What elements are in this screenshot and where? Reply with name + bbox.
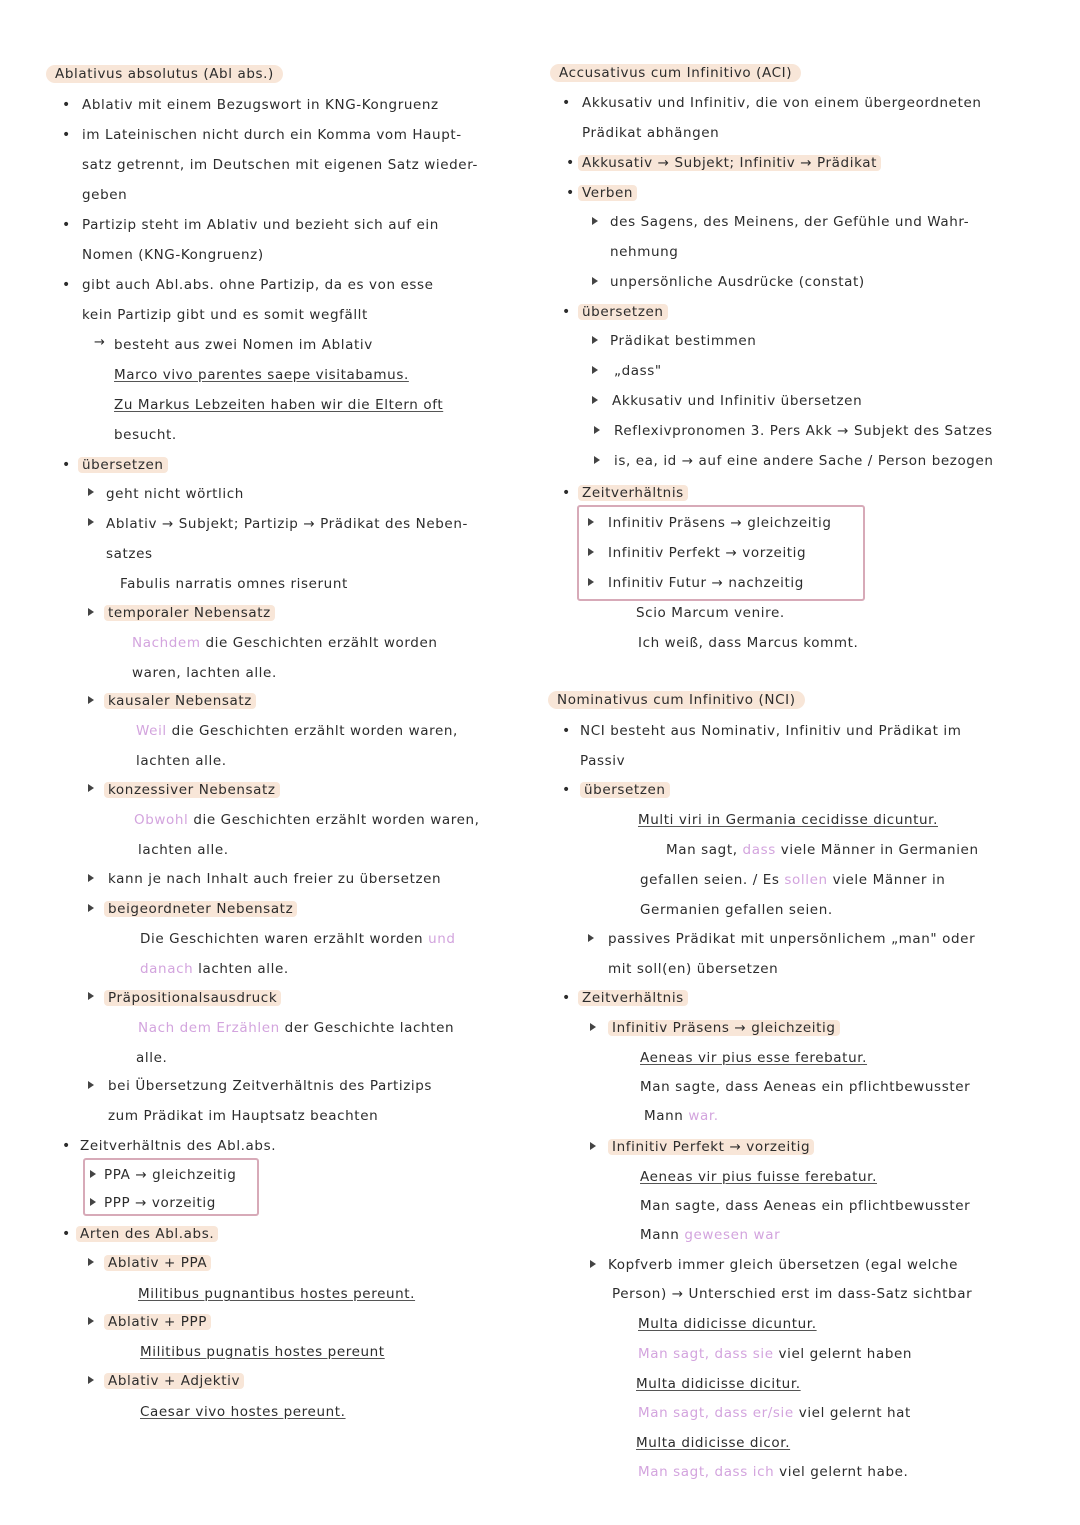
subheading: übersetzen <box>580 781 670 799</box>
note-line: Infinitiv Perfekt → vorzeitig <box>608 545 807 561</box>
triangle-bullet-icon <box>592 366 598 374</box>
triangle-bullet-icon <box>592 217 598 225</box>
triangle-bullet-icon <box>588 518 594 526</box>
example-line: Weil die Geschichten erzählt worden waren, <box>136 723 458 739</box>
note-line: mit soll(en) übersetzen <box>608 961 779 977</box>
bullet-icon: • <box>62 127 71 143</box>
triangle-bullet-icon <box>88 488 94 496</box>
triangle-bullet-icon <box>88 518 94 526</box>
note-line: kann je nach Inhalt auch freier zu übersetzen <box>108 871 442 887</box>
latin-example: Militibus pugnatis hostes pereunt <box>140 1344 385 1360</box>
note-line: gibt auch Abl.abs. ohne Partizip, da es von esse <box>82 277 434 293</box>
example-line: Obwohl die Geschichten erzählt worden waren, <box>134 812 480 828</box>
note-line: im Lateinischen nicht durch ein Komma vom Haupt- <box>82 127 462 143</box>
example-line: Man sagt, dass sie viel gelernt haben <box>638 1346 913 1362</box>
note-line: is, ea, id → auf eine andere Sache / Person bezogen <box>614 453 994 469</box>
latin-example: Multi viri in Germania cecidisse dicuntur. <box>638 812 938 828</box>
note-line: „dass" <box>614 363 662 379</box>
section-title-nci: Nominativus cum Infinitivo (NCI) <box>548 691 805 709</box>
bullet-icon: • <box>566 155 575 171</box>
subheading: konzessiver Nebensatz <box>104 781 280 799</box>
example-line: Man sagt, dass er/sie viel gelernt hat <box>638 1405 911 1421</box>
latin-example: Aeneas vir pius esse ferebatur. <box>640 1050 868 1066</box>
example-line: Man sagt, dass viele Männer in Germanien <box>666 842 979 858</box>
triangle-bullet-icon <box>592 277 598 285</box>
bullet-icon: • <box>62 1226 71 1242</box>
subheading: Verben <box>578 184 637 202</box>
triangle-bullet-icon <box>88 1081 94 1089</box>
triangle-bullet-icon <box>88 1258 94 1266</box>
latin-example: Fabulis narratis omnes riserunt <box>120 576 348 592</box>
note-line: lachten alle. <box>138 842 229 858</box>
triangle-bullet-icon <box>590 1023 596 1031</box>
note-line: NCI besteht aus Nominativ, Infinitiv und Prädikat im <box>580 723 962 739</box>
subheading: Infinitiv Perfekt → vorzeitig <box>608 1138 814 1156</box>
note-line: satzes <box>106 546 153 562</box>
note-line: Kopfverb immer gleich übersetzen (egal welche <box>608 1257 959 1273</box>
example-line: Man sagt, dass ich viel gelernt habe. <box>638 1464 909 1480</box>
triangle-bullet-icon <box>594 426 600 434</box>
example-line: Mann gewesen war <box>640 1227 781 1243</box>
note-line: Ablativ → Subjekt; Partizip → Prädikat des Neben- <box>106 516 468 532</box>
bullet-icon: • <box>62 457 71 473</box>
example-line: Die Geschichten waren erzählt worden und <box>140 931 456 947</box>
subheading: Ablativ + Adjektiv <box>104 1372 244 1390</box>
subheading-uebersetzen: übersetzen <box>78 456 168 474</box>
arrow-right-icon: → <box>94 335 105 350</box>
note-line: Akkusativ → Subjekt; Infinitiv → Prädikat <box>578 154 881 172</box>
bullet-icon: • <box>62 217 71 233</box>
subheading: Zeitverhältnis <box>578 484 688 502</box>
triangle-bullet-icon <box>88 696 94 704</box>
note-line: Akkusativ und Infinitiv übersetzen <box>612 393 863 409</box>
note-line: unpersönliche Ausdrücke (constat) <box>610 274 865 290</box>
note-line: nehmung <box>610 244 679 260</box>
note-line: Zeitverhältnis des Abl.abs. <box>80 1138 277 1154</box>
note-line: Prädikat abhängen <box>582 125 720 141</box>
note-line: passives Prädikat mit unpersönlichem „man" oder <box>608 931 976 947</box>
subheading: Infinitiv Präsens → gleichzeitig <box>608 1019 840 1037</box>
section-title-aci: Accusativus cum Infinitivo (ACI) <box>550 64 801 82</box>
example-line: Nach dem Erzählen der Geschichte lachten <box>138 1020 455 1036</box>
note-line: besteht aus zwei Nomen im Ablativ <box>114 337 373 353</box>
note-line: des Sagens, des Meinens, der Gefühle und Wahr- <box>610 214 970 230</box>
note-line: geben <box>82 187 128 203</box>
triangle-bullet-icon <box>88 608 94 616</box>
triangle-bullet-icon <box>88 904 94 912</box>
note-line: Germanien gefallen seien. <box>640 902 833 918</box>
note-line: Ablativ mit einem Bezugswort in KNG-Kongruenz <box>82 97 439 113</box>
triangle-bullet-icon <box>588 578 594 586</box>
section-title-abl-abs: Ablativus absolutus (Abl abs.) <box>46 65 283 83</box>
note-line: Infinitiv Präsens → gleichzeitig <box>608 515 832 531</box>
note-line: kein Partizip gibt und es somit wegfällt <box>82 307 368 323</box>
latin-example: Multa didicisse dicuntur. <box>638 1316 817 1332</box>
triangle-bullet-icon <box>88 874 94 882</box>
triangle-bullet-icon <box>594 456 600 464</box>
note-line: PPP → vorzeitig <box>104 1195 216 1211</box>
translation-example: Zu Markus Lebzeiten haben wir die Eltern oft <box>114 397 444 413</box>
subheading: beigeordneter Nebensatz <box>104 900 297 918</box>
triangle-bullet-icon <box>590 1142 596 1150</box>
example-line: Mann war. <box>644 1108 719 1124</box>
subheading: temporaler Nebensatz <box>104 604 275 622</box>
subheading: Ablativ + PPP <box>104 1313 211 1331</box>
note-line: Man sagte, dass Aeneas ein pflichtbewusster <box>640 1079 971 1095</box>
triangle-bullet-icon <box>88 1317 94 1325</box>
latin-example: Scio Marcum venire. <box>636 605 785 621</box>
triangle-bullet-icon <box>592 396 598 404</box>
note-line: besucht. <box>114 427 177 443</box>
subheading: Ablativ + PPA <box>104 1254 211 1272</box>
bullet-icon: • <box>566 185 575 201</box>
latin-example: Marco vivo parentes saepe visitabamus. <box>114 367 409 383</box>
note-line: Prädikat bestimmen <box>610 333 757 349</box>
latin-example: Aeneas vir pius fuisse ferebatur. <box>640 1169 877 1185</box>
subheading: kausaler Nebensatz <box>104 692 256 710</box>
triangle-bullet-icon <box>588 548 594 556</box>
triangle-bullet-icon <box>588 934 594 942</box>
note-line: Akkusativ und Infinitiv, die von einem übergeordneten <box>582 95 982 111</box>
subheading: übersetzen <box>578 303 668 321</box>
triangle-bullet-icon <box>88 1376 94 1384</box>
example-line: gefallen seien. / Es sollen viele Männer in <box>640 872 946 888</box>
note-line: bei Übersetzung Zeitverhältnis des Partizips <box>108 1078 433 1094</box>
note-line: Man sagte, dass Aeneas ein pflichtbewusster <box>640 1198 971 1214</box>
note-line: Reflexivpronomen 3. Pers Akk → Subjekt des Satzes <box>614 423 993 439</box>
subheading: Zeitverhältnis <box>578 989 688 1007</box>
latin-example: Caesar vivo hostes pereunt. <box>140 1404 346 1420</box>
note-line: zum Prädikat im Hauptsatz beachten <box>108 1108 379 1124</box>
note-line: Passiv <box>580 753 626 769</box>
example-line: Nachdem die Geschichten erzählt worden <box>132 635 438 651</box>
note-line: Person) → Unterschied erst im dass-Satz sichtbar <box>612 1286 973 1302</box>
latin-example: Multa didicisse dicitur. <box>636 1376 801 1392</box>
note-line: Infinitiv Futur → nachzeitig <box>608 575 804 591</box>
triangle-bullet-icon <box>90 1198 96 1206</box>
triangle-bullet-icon <box>88 992 94 1000</box>
note-line: Nomen (KNG-Kongruenz) <box>82 247 264 263</box>
example-line: danach lachten alle. <box>140 961 289 977</box>
note-line: waren, lachten alle. <box>132 665 277 681</box>
subheading: Präpositionalsausdruck <box>104 989 281 1007</box>
bullet-icon: • <box>62 1138 71 1154</box>
translation-example: Ich weiß, dass Marcus kommt. <box>638 635 859 651</box>
bullet-icon: • <box>562 782 571 798</box>
note-line: geht nicht wörtlich <box>106 486 244 502</box>
bullet-icon: • <box>562 723 571 739</box>
bullet-icon: • <box>62 97 71 113</box>
subheading: Arten des Abl.abs. <box>76 1225 218 1243</box>
latin-example: Multa didicisse dicor. <box>636 1435 791 1451</box>
bullet-icon: • <box>562 990 571 1006</box>
note-line: alle. <box>136 1050 168 1066</box>
bullet-icon: • <box>562 304 571 320</box>
triangle-bullet-icon <box>590 1260 596 1268</box>
note-line: satz getrennt, im Deutschen mit eigenen Satz wieder- <box>82 157 478 173</box>
triangle-bullet-icon <box>90 1170 96 1178</box>
triangle-bullet-icon <box>88 784 94 792</box>
bullet-icon: • <box>562 485 571 501</box>
note-line: lachten alle. <box>136 753 227 769</box>
bullet-icon: • <box>62 277 71 293</box>
triangle-bullet-icon <box>592 336 598 344</box>
latin-example: Militibus pugnantibus hostes pereunt. <box>138 1286 416 1302</box>
note-line: PPA → gleichzeitig <box>104 1167 237 1183</box>
bullet-icon: • <box>562 95 571 111</box>
note-line: Partizip steht im Ablativ und bezieht sich auf ein <box>82 217 439 233</box>
